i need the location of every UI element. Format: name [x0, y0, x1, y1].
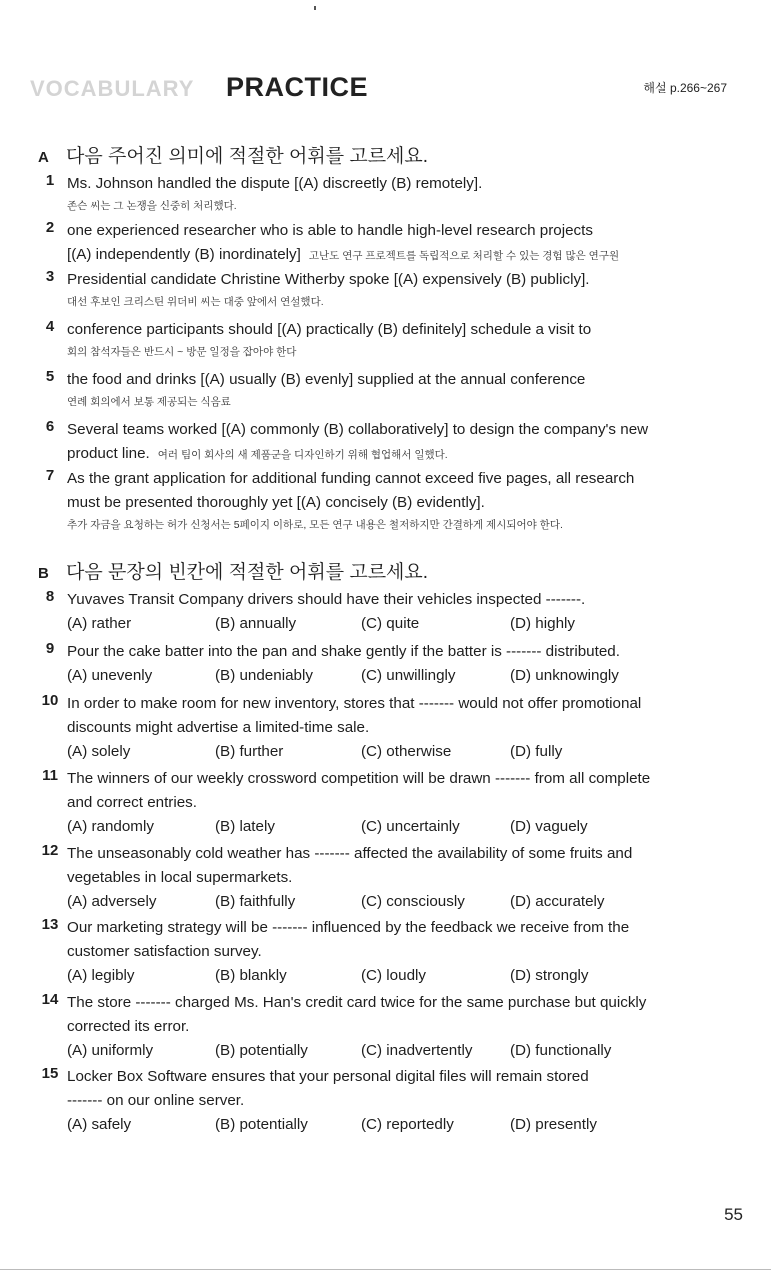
korean-translation: 회의 참석자들은 반드시 ~ 방문 일정을 잡아야 한다: [67, 346, 297, 358]
question-text: one experienced researcher who is able to handle high-level research projects: [67, 222, 593, 239]
question-text: ------- on our online server.: [67, 1092, 245, 1109]
question-text: customer satisfaction survey.: [67, 943, 262, 960]
question-number: 2: [45, 219, 55, 236]
option-c[interactable]: (C) otherwise: [361, 743, 452, 760]
section-letter: B: [38, 565, 49, 582]
question-number: 3: [45, 268, 55, 285]
question-text: The unseasonably cold weather has ------- affected the availability of some fruits and: [67, 845, 633, 862]
option-d[interactable]: (D) highly: [510, 615, 575, 632]
korean-translation: 연례 회의에서 보통 제공되는 식음료: [67, 396, 231, 408]
option-c[interactable]: (C) consciously: [361, 893, 465, 910]
option-c[interactable]: (C) reportedly: [361, 1116, 454, 1133]
question-number: 13: [41, 916, 59, 933]
option-c[interactable]: (C) unwillingly: [361, 667, 456, 684]
section-instruction: 다음 주어진 의미에 적절한 어휘를 고르세요.: [66, 146, 429, 167]
question-number: 14: [41, 991, 59, 1008]
question-number: 8: [45, 588, 55, 605]
option-b[interactable]: (B) undeniably: [215, 667, 313, 684]
option-b[interactable]: (B) potentially: [215, 1042, 308, 1059]
option-a[interactable]: (A) unevenly: [67, 667, 153, 684]
question-text: Our marketing strategy will be ------- influenced by the feedback we receive from the: [67, 919, 630, 936]
option-d[interactable]: (D) accurately: [510, 893, 605, 910]
option-b[interactable]: (B) lately: [215, 818, 275, 835]
question-text: As the grant application for additional funding cannot exceed five pages, all research: [67, 470, 635, 487]
question-number: 6: [45, 418, 55, 435]
question-text: discounts might advertise a limited-time sale.: [67, 719, 370, 736]
section-instruction: 다음 문장의 빈칸에 적절한 어휘를 고르세요.: [66, 562, 429, 583]
question-number: 12: [41, 842, 59, 859]
question-text: In order to make room for new inventory, stores that ------- would not offer promotional: [67, 695, 642, 712]
question-number: 15: [41, 1065, 59, 1082]
question-text: Several teams worked [(A) commonly (B) collaboratively] to design the company's new: [67, 421, 649, 438]
korean-translation: 대선 후보인 크리스틴 위더비 씨는 대중 앞에서 연설했다.: [67, 296, 324, 308]
option-b[interactable]: (B) faithfully: [215, 893, 296, 910]
page-mark: [314, 6, 316, 10]
option-d[interactable]: (D) strongly: [510, 967, 589, 984]
section-a-heading: [38, 141, 428, 168]
option-a[interactable]: (A) uniformly: [67, 1042, 154, 1059]
answer-options: [67, 890, 737, 914]
question-text: product line.: [67, 445, 150, 462]
question-text: [(A) independently (B) inordinately]: [67, 246, 301, 263]
option-a[interactable]: (A) solely: [67, 743, 131, 760]
page-number: 55: [724, 1205, 743, 1224]
faded-title: VOCABULARY: [30, 76, 195, 101]
option-b[interactable]: (B) blankly: [215, 967, 287, 984]
option-c[interactable]: (C) loudly: [361, 967, 426, 984]
answer-options: [67, 815, 737, 839]
answer-options: [67, 1113, 737, 1137]
question-text: the food and drinks [(A) usually (B) evenly] supplied at the annual conference: [67, 371, 586, 388]
question-number: 1: [45, 172, 55, 189]
option-a[interactable]: (A) adversely: [67, 893, 157, 910]
korean-translation: 존슨 씨는 그 논쟁을 신중히 처리했다.: [67, 200, 237, 212]
option-c[interactable]: (C) inadvertently: [361, 1042, 473, 1059]
option-b[interactable]: (B) further: [215, 743, 284, 760]
question-text: Pour the cake batter into the pan and shake gently if the batter is ------- distributed.: [67, 643, 620, 660]
section-letter: A: [38, 149, 49, 166]
answer-options: [67, 740, 737, 764]
question-number: 9: [45, 640, 55, 657]
option-c[interactable]: (C) quite: [361, 615, 420, 632]
answer-options: [67, 964, 737, 988]
answer-reference: 해설 p.266~267: [643, 81, 727, 95]
option-d[interactable]: (D) functionally: [510, 1042, 612, 1059]
option-d[interactable]: (D) fully: [510, 743, 563, 760]
question-text: Ms. Johnson handled the dispute [(A) discreetly (B) remotely].: [67, 175, 483, 192]
question-number: 7: [45, 467, 55, 484]
question-text: Yuvaves Transit Company drivers should have their vehicles inspected -------.: [67, 591, 586, 608]
answer-options: [67, 1039, 737, 1063]
question-number: 4: [45, 318, 55, 335]
page-title: PRACTICE: [226, 72, 369, 102]
option-a[interactable]: (A) safely: [67, 1116, 132, 1133]
option-a[interactable]: (A) rather: [67, 615, 132, 632]
answer-options: [67, 612, 737, 636]
korean-translation: 여러 팀이 회사의 새 제품군을 디자인하기 위해 협업해서 일했다.: [157, 449, 448, 461]
question-number: 11: [42, 767, 58, 784]
question-number: 5: [45, 368, 55, 385]
korean-translation: 추가 자금을 요청하는 허가 신청서는 5페이지 이하로, 모든 연구 내용은 철저하지만 간결하게 제시되어야 한다.: [67, 519, 563, 531]
section-b-heading: [38, 557, 428, 584]
question-text: Presidential candidate Christine Witherby spoke [(A) expensively (B) publicly].: [67, 271, 590, 288]
question-number: 10: [41, 692, 59, 709]
option-d[interactable]: (D) vaguely: [510, 818, 588, 835]
option-d[interactable]: (D) unknowingly: [510, 667, 619, 684]
option-a[interactable]: (A) randomly: [67, 818, 154, 835]
answer-options: [67, 664, 737, 688]
question-text: must be presented thoroughly yet [(A) concisely (B) evidently].: [67, 494, 485, 511]
question-text: The store ------- charged Ms. Han's credit card twice for the same purchase but quickly: [67, 994, 647, 1011]
korean-translation: 고난도 연구 프로젝트를 독립적으로 처리할 수 있는 경험 많은 연구원: [308, 250, 620, 262]
question-text: Locker Box Software ensures that your personal digital files will remain stored: [67, 1068, 589, 1085]
option-a[interactable]: (A) legibly: [67, 967, 135, 984]
page-header: [0, 60, 771, 110]
question-text: The winners of our weekly crossword competition will be drawn ------- from all complete: [67, 770, 651, 787]
option-c[interactable]: (C) uncertainly: [361, 818, 460, 835]
question-text: vegetables in local supermarkets.: [67, 869, 293, 886]
option-d[interactable]: (D) presently: [510, 1116, 597, 1133]
question-text: and correct entries.: [67, 794, 197, 811]
question-text: corrected its error.: [67, 1018, 190, 1035]
question-text: conference participants should [(A) practically (B) definitely] schedule a visit to: [67, 321, 592, 338]
option-b[interactable]: (B) potentially: [215, 1116, 308, 1133]
option-b[interactable]: (B) annually: [215, 615, 297, 632]
